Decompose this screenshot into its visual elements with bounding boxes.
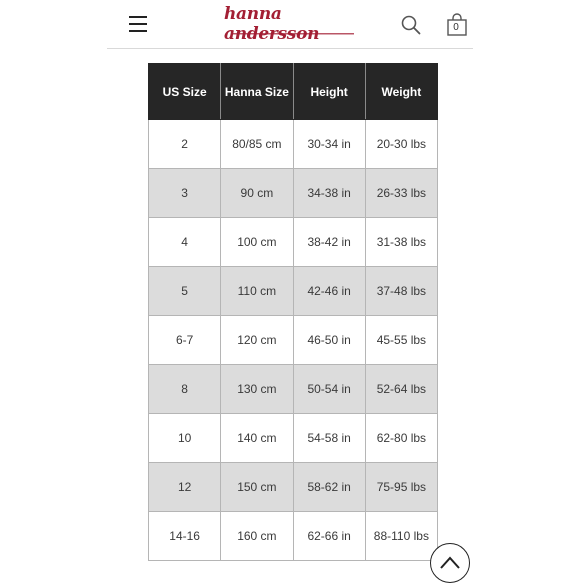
chevron-up-icon: [439, 552, 461, 574]
table-cell: 58-62 in: [293, 463, 365, 512]
menu-icon[interactable]: [129, 16, 147, 32]
table-cell: 88-110 lbs: [365, 512, 437, 561]
table-row: [149, 463, 438, 512]
logo-underline: [232, 33, 354, 35]
table-cell: 90 cm: [221, 169, 293, 218]
table-cell: 3: [149, 169, 221, 218]
column-header-height: Height: [293, 64, 365, 120]
table-row: [149, 218, 438, 267]
table-cell: 130 cm: [221, 365, 293, 414]
table-cell: 5: [149, 267, 221, 316]
table-cell: 34-38 in: [293, 169, 365, 218]
table-cell: 38-42 in: [293, 218, 365, 267]
table-cell: 6-7: [149, 316, 221, 365]
table-cell: 26-33 lbs: [365, 169, 437, 218]
table-cell: 52-64 lbs: [365, 365, 437, 414]
table-cell: 160 cm: [221, 512, 293, 561]
table-row: [149, 267, 438, 316]
table-row: [149, 169, 438, 218]
table-cell: 45-55 lbs: [365, 316, 437, 365]
table-cell: 8: [149, 365, 221, 414]
bag-count: 0: [453, 22, 459, 33]
table-row: [149, 365, 438, 414]
table-cell: 50-54 in: [293, 365, 365, 414]
table-cell: 10: [149, 414, 221, 463]
size-chart-body: [149, 120, 438, 561]
size-chart-table: [148, 63, 438, 561]
search-icon[interactable]: [400, 14, 422, 36]
table-cell: 46-50 in: [293, 316, 365, 365]
table-cell: 31-38 lbs: [365, 218, 437, 267]
column-header-hanna-size: Hanna Size: [221, 64, 293, 120]
table-cell: 140 cm: [221, 414, 293, 463]
table-header-row: [149, 64, 438, 120]
table-cell: 4: [149, 218, 221, 267]
column-header-us-size: US Size: [149, 64, 221, 120]
table-cell: 62-80 lbs: [365, 414, 437, 463]
brand-name: hanna andersson: [224, 4, 320, 44]
table-cell: 110 cm: [221, 267, 293, 316]
scroll-to-top-button[interactable]: [430, 543, 470, 583]
table-cell: 54-58 in: [293, 414, 365, 463]
table-cell: 37-48 lbs: [365, 267, 437, 316]
table-cell: 62-66 in: [293, 512, 365, 561]
table-cell: 12: [149, 463, 221, 512]
shopping-bag-button[interactable]: [446, 13, 468, 37]
table-cell: 120 cm: [221, 316, 293, 365]
table-cell: 75-95 lbs: [365, 463, 437, 512]
table-row: [149, 120, 438, 169]
column-header-weight: Weight: [365, 64, 437, 120]
page: [107, 0, 473, 580]
table-cell: 80/85 cm: [221, 120, 293, 169]
brand-logo[interactable]: [224, 4, 364, 44]
table-cell: 150 cm: [221, 463, 293, 512]
table-cell: 20-30 lbs: [365, 120, 437, 169]
table-row: [149, 512, 438, 561]
table-cell: 2: [149, 120, 221, 169]
table-cell: 42-46 in: [293, 267, 365, 316]
table-row: [149, 316, 438, 365]
table-row: [149, 414, 438, 463]
table-cell: 100 cm: [221, 218, 293, 267]
site-header: [107, 0, 473, 49]
table-cell: 14-16: [149, 512, 221, 561]
table-cell: 30-34 in: [293, 120, 365, 169]
